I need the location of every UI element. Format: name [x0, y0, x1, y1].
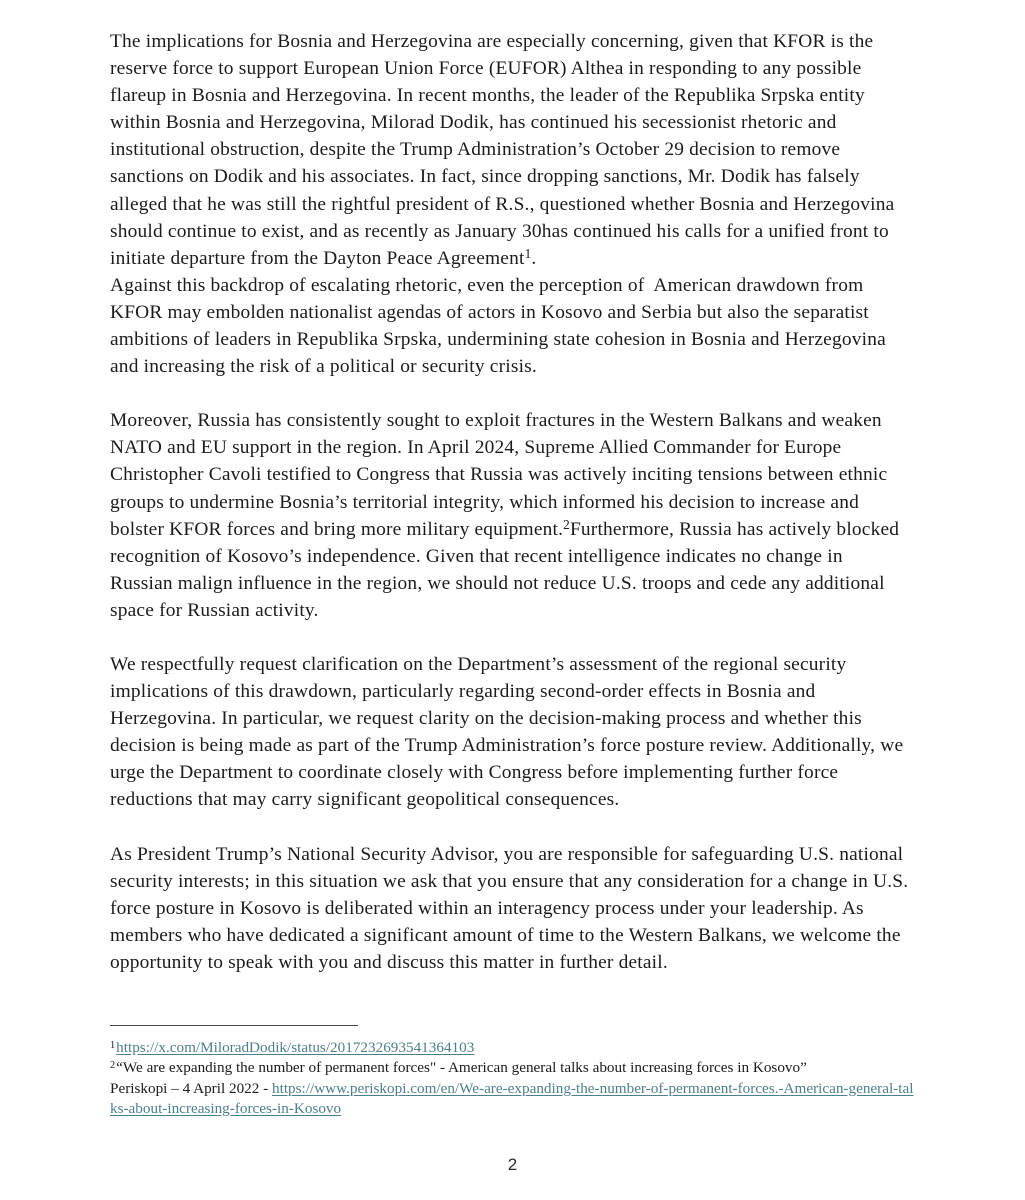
paragraph-2: Against this backdrop of escalating rhetoric, even the perception of American drawdown from KFOR may embolden nationalist agendas of actors in Kosovo and Serbia but also the separatist ambitions of leaders in Republika Srpska, undermining state cohesion in Bosnia and Herzegovina and increasing the risk of a political or security crisis. [110, 274, 891, 378]
footnote-1-marker: 1 [110, 1039, 116, 1051]
footnote-1 [110, 1038, 920, 1058]
footnote-1-link[interactable]: https://x.com/MiloradDodik/status/2017232693541364103 [116, 1039, 475, 1056]
footnote-marker-2: 2 [563, 516, 570, 532]
page-number: 2 [507, 1155, 518, 1174]
footnote-2 [110, 1058, 920, 1119]
paragraph-3 [110, 407, 910, 624]
footnote-2-link[interactable]: https://www.periskopi.com/en/We-are-expanding-the-number-of-permanent-forces.-American-general-talks-about-increasing-forces-in-Kosovo [110, 1079, 914, 1117]
footnote-2-source: Periskopi – 4 April 2022 - [110, 1079, 272, 1097]
paragraph-1-text: The implications for Bosnia and Herzegovina are especially concerning, given that KFOR is the reserve force to support European Union Force (EUFOR) Althea in responding to any possible flareup in Bosnia and Herzegovina. In recent months, the leader of the Republika Srpska entity within Bosnia and Herzegovina, Milorad Dodik, has continued his secessionist rhetoric and institutional obstruction, despite the Trump Administration’s October 29 decision to remove sanctions on Dodik and his associates. In fact, since dropping sanctions, Mr. Dodik has falsely alleged that he was still the rightful president of R.S., questioned whether Bosnia and Herzegovina should continue to exist, and as recently as January 30has continued his calls for a unified front to initiate departure from the Dayton Peace Agreement [110, 31, 900, 269]
footnote-2-title: “We are expanding the number of permanent forces" - American general talks about increasing forces in Kosovo” [116, 1059, 807, 1077]
footnote-2-marker: 2 [110, 1059, 116, 1071]
footnote-marker-1: 1 [524, 245, 532, 261]
paragraph-1-tail: . [531, 247, 537, 269]
paragraph-3-tail: Furthermore, Russia has actively blocked recognition of Kosovo’s independence. Given that recent intelligence indicates no change in Russian malign influence in the region, we should not reduce U.S. troops and cede any additional space for Russian activity. [110, 518, 905, 621]
document-body [110, 28, 914, 976]
paragraph-1 [110, 28, 910, 272]
paragraph-5: As President Trump’s National Security Advisor, you are responsible for safeguarding U.S. national security interests; in this situation we ask that you ensure that any consideration for a change in U.S. force posture in Kosovo is deliberated within an interagency process under your leadership. As members who have dedicated a significant amount of time to the Western Balkans, we welcome the opportunity to speak with you and discuss this matter in further detail. [110, 843, 914, 973]
footnotes-section [110, 1038, 920, 1119]
footnote-separator [110, 1025, 358, 1026]
paragraph-3-text: Moreover, Russia has consistently sought to exploit fractures in the Western Balkans and weaken NATO and EU support in the region. In April 2024, Supreme Allied Commander for Europe Christopher Cavoli testified to Congress that Russia was actively inciting tensions between ethnic groups to undermine Bosnia’s territorial integrity, which informed his decision to increase and bolster KFOR forces and bring more military equipment. [110, 410, 893, 540]
paragraph-4: We respectfully request clarification on the Department’s assessment of the regional security implications of this drawdown, particularly regarding second-order effects in Bosnia and Herzegovina. In particular, we request clarity on the decision-making process and whether this decision is being made as part of the Trump Administration’s force posture review. Additionally, we urge the Department to coordinate closely with Congress before implementing further force reductions that may carry significant geopolitical consequences. [110, 653, 909, 811]
